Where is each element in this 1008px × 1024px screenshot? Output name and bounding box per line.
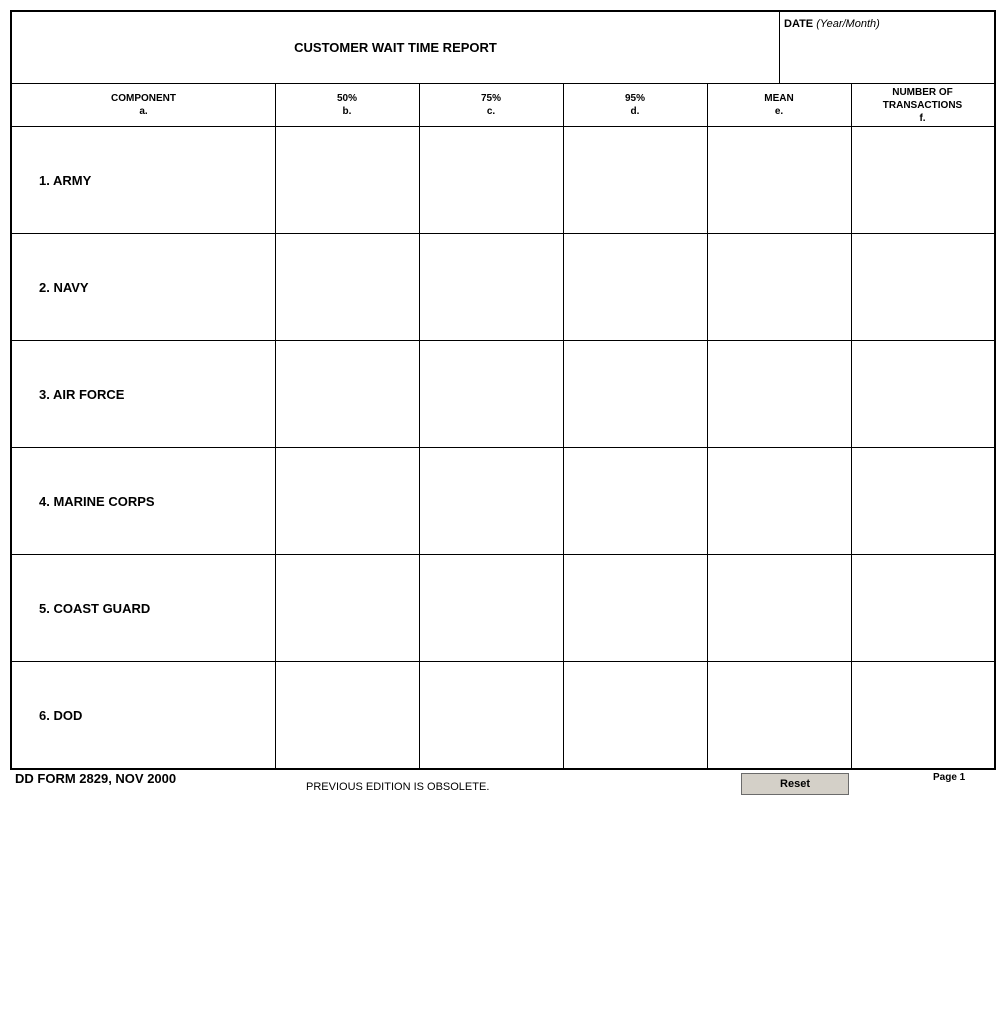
cell-input-p50[interactable] — [279, 345, 415, 443]
obsolete-note: PREVIOUS EDITION IS OBSOLETE. — [306, 781, 490, 793]
column-header-p95 — [563, 84, 707, 126]
table-row — [12, 234, 994, 341]
column-header-transactions — [851, 84, 994, 126]
form-number: DD FORM 2829, NOV 2000 — [15, 771, 177, 786]
column-header-text: d. — [630, 106, 640, 117]
table-row — [12, 662, 994, 769]
table-row — [12, 341, 994, 448]
page-number: Page 1 — [933, 772, 966, 783]
date-box — [779, 12, 994, 83]
column-divider — [851, 84, 852, 769]
cell-input-p75[interactable] — [423, 131, 559, 229]
cell-input-transactions[interactable] — [855, 666, 990, 764]
cell-input-p95[interactable] — [567, 666, 703, 764]
column-header-text: MEAN — [764, 93, 794, 104]
cell-input-mean[interactable] — [711, 131, 847, 229]
cell-input-p75[interactable] — [423, 666, 559, 764]
column-header-text: e. — [774, 106, 784, 117]
customer-wait-time-form — [10, 10, 996, 770]
cell-input-p75[interactable] — [423, 452, 559, 550]
cell-input-p95[interactable] — [567, 559, 703, 657]
column-header-text: TRANSACTIONS — [882, 99, 963, 111]
cell-input-mean[interactable] — [711, 238, 847, 336]
cell-input-p95[interactable] — [567, 238, 703, 336]
form-title: CUSTOMER WAIT TIME REPORT — [294, 40, 497, 55]
cell-input-mean[interactable] — [711, 666, 847, 764]
cell-input-mean[interactable] — [711, 559, 847, 657]
table-row — [12, 448, 994, 555]
column-divider — [419, 84, 420, 769]
column-header-text: 95% — [624, 93, 645, 104]
column-header-p50 — [275, 84, 419, 126]
column-header-text: 50% — [336, 93, 357, 104]
column-divider — [275, 84, 276, 769]
date-field[interactable] — [784, 34, 988, 80]
cell-input-p50[interactable] — [279, 559, 415, 657]
date-label-text: DATE — [784, 18, 814, 30]
cell-input-mean[interactable] — [711, 452, 847, 550]
table-row — [12, 127, 994, 234]
cell-input-p95[interactable] — [567, 131, 703, 229]
row-label: 2. NAVY — [39, 280, 89, 295]
row-label: 6. DOD — [39, 708, 83, 723]
cell-input-p50[interactable] — [279, 238, 415, 336]
column-header-mean — [707, 84, 851, 126]
cell-input-mean[interactable] — [711, 345, 847, 443]
table-row — [12, 555, 994, 662]
column-header-text: COMPONENT — [111, 93, 176, 104]
cell-input-p50[interactable] — [279, 666, 415, 764]
column-header-text: f. — [919, 112, 926, 124]
cell-input-p50[interactable] — [279, 131, 415, 229]
column-divider — [707, 84, 708, 769]
cell-input-p75[interactable] — [423, 559, 559, 657]
row-label: 4. MARINE CORPS — [39, 494, 155, 509]
row-label: 3. AIR FORCE — [39, 387, 125, 402]
cell-input-p75[interactable] — [423, 345, 559, 443]
date-label — [784, 18, 880, 30]
cell-input-p95[interactable] — [567, 345, 703, 443]
row-label: 5. COAST GUARD — [39, 601, 151, 616]
cell-input-transactions[interactable] — [855, 131, 990, 229]
column-header-component — [12, 84, 275, 126]
cell-input-transactions[interactable] — [855, 559, 990, 657]
column-header-text: 75% — [480, 93, 501, 104]
cell-input-transactions[interactable] — [855, 238, 990, 336]
column-header-p75 — [419, 84, 563, 126]
column-header-text: c. — [486, 106, 496, 117]
date-hint: (Year/Month) — [816, 18, 880, 30]
column-divider — [563, 84, 564, 769]
column-header-text: b. — [342, 106, 352, 117]
column-header-text: a. — [139, 106, 148, 117]
cell-input-transactions[interactable] — [855, 345, 990, 443]
cell-input-p50[interactable] — [279, 452, 415, 550]
cell-input-p75[interactable] — [423, 238, 559, 336]
cell-input-transactions[interactable] — [855, 452, 990, 550]
cell-input-p95[interactable] — [567, 452, 703, 550]
title-row — [12, 12, 994, 84]
reset-button[interactable]: Reset — [741, 773, 849, 795]
table-header — [12, 84, 994, 127]
row-label: 1. ARMY — [39, 173, 92, 188]
column-header-text: NUMBER OF — [892, 86, 953, 98]
